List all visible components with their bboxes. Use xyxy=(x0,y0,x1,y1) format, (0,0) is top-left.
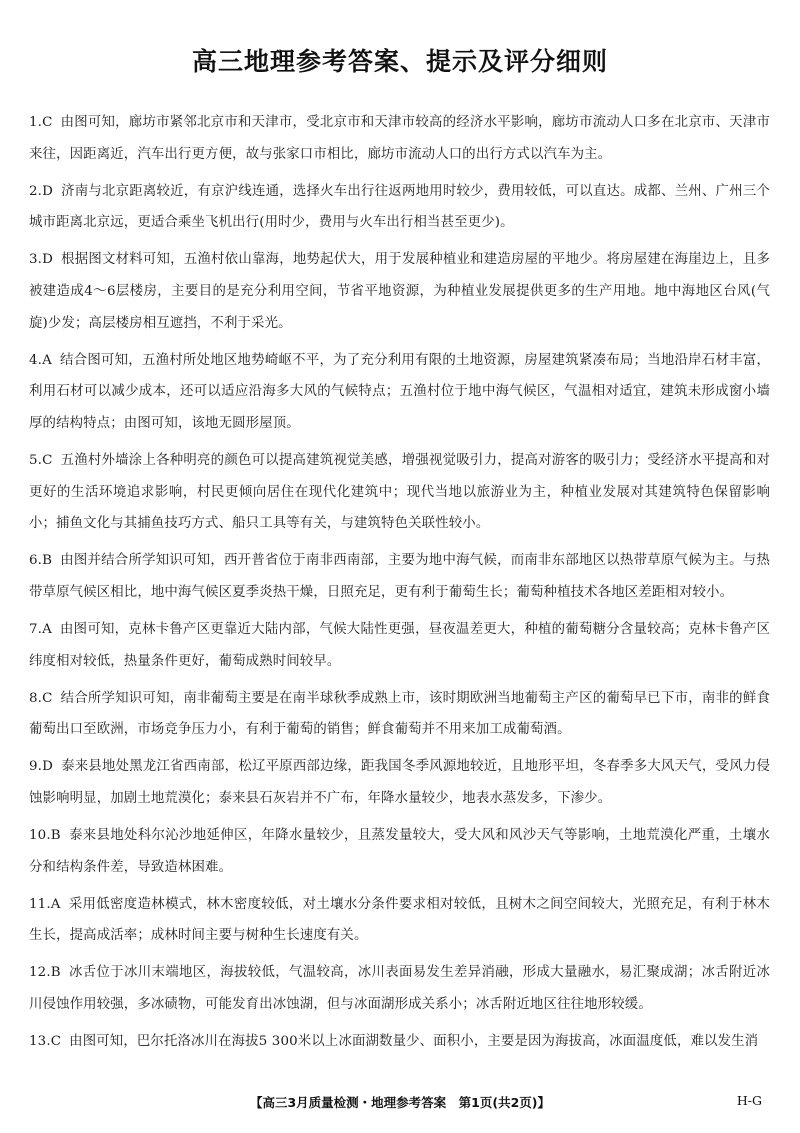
answer-number: 8.C xyxy=(29,690,53,706)
answer-item xyxy=(29,244,770,339)
answer-explanation: 由图可知，巴尔托洛冰川在海拔5 300米以上冰面湖数量少、面积小，主要是因为海拔高，冰面温度低，难以发生消 xyxy=(69,1034,759,1050)
answer-item xyxy=(29,751,770,814)
answer-explanation: 由图并结合所学知识可知，西开普省位于南非西南部，主要为地中海气候，而南非东部地区以热带草原气候为主。与热带草原气候区相比，地中海气候区夏季炎热干燥，日照充足，更有利于葡萄生长；葡萄种植技术各地区差距相对较小。 xyxy=(29,553,770,600)
answer-explanation: 由图可知，克林卡鲁产区更靠近大陆内部，气候大陆性更强，昼夜温差更大，种植的葡萄糖分含量较高；克林卡鲁产区纬度相对较低，热量条件更好，葡萄成熟时间较早。 xyxy=(29,621,770,669)
answer-explanation: 根据图文材料可知，五渔村依山靠海，地势起伏大，用于发展种植业和建造房屋的平地少。将房屋建在海崖边上，且多被建造成4～6层楼房，主要目的是充分利用空间，节省平地资源，为种植业发展提供更多的生产用地。地中海地区台风(气旋)少发；高层楼房相互遮挡，不利于采光。 xyxy=(29,252,770,331)
answer-list xyxy=(29,107,770,1063)
answer-explanation: 泰来县地处黑龙江省西南部，松辽平原西部边缘，距我国冬季风源地较近，且地形平坦，冬春季多大风天气，受风力侵蚀影响明显，加剧土地荒漠化；泰来县石灰岩并不广布，年降水量较少，地表水蒸发多，下渗少。 xyxy=(29,759,770,806)
answer-number: 4.A xyxy=(29,352,52,368)
answer-explanation: 五渔村外墙涂上各种明亮的颜色可以提高建筑视觉美感，增强视觉吸引力，提高对游客的吸引力；受经济水平提高和对更好的生活环境追求影响，村民更倾向居住在现代化建筑中；现代当地以旅游业为主，种植业发展对其建筑特色保留影响小；捕鱼文化与其捕鱼技巧方式、船只工具等有关，与建筑特色关联性较小。 xyxy=(29,452,770,532)
answer-item xyxy=(29,345,770,440)
answer-item xyxy=(29,957,770,1020)
footer-code: H-G xyxy=(736,1093,762,1108)
answer-item xyxy=(29,176,770,239)
answer-number: 7.A xyxy=(29,621,52,637)
answer-explanation: 泰来县地处科尔沁沙地延伸区，年降水量较少，且蒸发量较大，受大风和风沙天气等影响，土地荒漠化严重，土壤水分和结构条件差，导致造林困难。 xyxy=(29,827,770,875)
answer-explanation: 由图可知，廊坊市紧邻北京市和天津市，受北京市和天津市较高的经济水平影响，廊坊市流动人口多在北京市、天津市来往，因距离近，汽车出行更方便，故与张家口市相比，廊坊市流动人口的出行方式以汽车为主。 xyxy=(29,115,770,162)
answer-number: 5.C xyxy=(29,452,53,468)
answer-explanation: 结合图可知，五渔村所处地区地势崎岖不平，为了充分利用有限的土地资源，房屋建筑紧凑布局；当地沿岸石材丰富，利用石材可以减少成本，还可以适应沿海多大风的气候特点；五渔村位于地中海气候区，气温相对适宜，建筑未形成窗小墙厚的结构特点；由图可知，该地无圆形屋顶。 xyxy=(29,352,770,431)
answer-number: 11.A xyxy=(29,896,61,912)
answer-number: 1.C xyxy=(29,115,53,130)
answer-item xyxy=(29,545,770,608)
answer-number: 6.B xyxy=(29,553,53,569)
answer-item xyxy=(29,889,770,952)
page-title: 高三地理参考答案、提示及评分细则 xyxy=(191,47,608,76)
answer-item xyxy=(29,1026,770,1058)
answer-item xyxy=(29,683,770,746)
answer-item xyxy=(29,107,770,170)
answer-number: 3.D xyxy=(29,252,53,268)
answer-item xyxy=(29,820,770,883)
answer-explanation: 采用低密度造林模式，林木密度较低，对土壤水分条件要求相对较低，且树木之间空间较大，光照充足，有利于林木生长，提高成活率；成林时间主要与树种生长速度有关。 xyxy=(29,896,770,944)
answer-explanation: 冰舌位于冰川末端地区，海拔较低，气温较高，冰川表面易发生差异消融，形成大量融水，易汇聚成湖；冰舌附近冰川侵蚀作用较强，多冰碛物，可能发育出冰蚀湖，但与冰面湖形成关系小；冰舌附近地区往往地形较缓。 xyxy=(29,965,770,1012)
answer-item xyxy=(29,445,770,540)
answer-number: 10.B xyxy=(29,827,61,843)
answer-number: 13.C xyxy=(29,1034,62,1050)
answer-number: 2.D xyxy=(29,183,53,199)
answer-explanation: 济南与北京距离较近，有京沪线连通，选择火车出行往返两地用时较少，费用较低，可以直达。成都、兰州、广州三个城市距离北京远，更适合乘坐飞机出行(用时少，费用与火车出行相当甚至更少)。 xyxy=(29,183,770,231)
answer-item xyxy=(29,614,770,677)
answer-explanation: 结合所学知识可知，南非葡萄主要是在南半球秋季成熟上市，该时期欧洲当地葡萄主产区的葡萄早已下市，南非的鲜食葡萄出口至欧洲，市场竞争压力小，有利于葡萄的销售；鲜食葡萄并不用来加工成葡萄酒。 xyxy=(29,690,770,738)
answer-number: 12.B xyxy=(29,965,61,981)
answer-number: 9.D xyxy=(29,759,53,775)
footer-page-info: 【高三3月质量检测・地理参考答案 第1页(共2页)】 xyxy=(249,1095,551,1110)
